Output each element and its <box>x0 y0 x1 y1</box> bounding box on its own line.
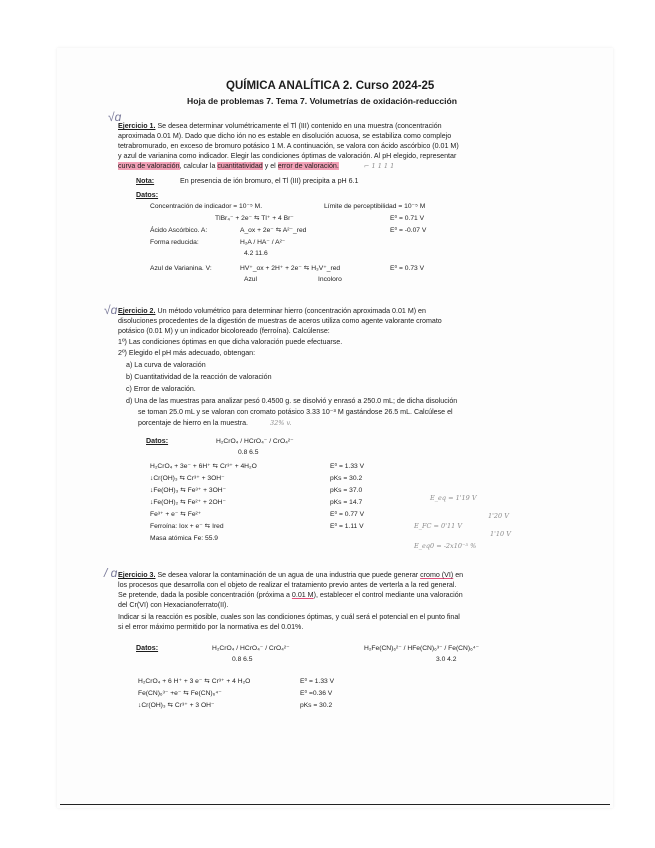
ex2-value-6: E⁰ = 1.11 V <box>330 523 364 530</box>
ex3-ferrocyanide-pka: 3.0 4.2 <box>436 656 457 663</box>
ex3-line4: del Cr(VI) con Hexacianoferrato(II). <box>118 601 229 609</box>
ex2-reaction-2: ↓Cr(OH)₃ ⇆ Cr³⁺ + 3OH⁻ <box>150 475 225 482</box>
ex1-indicator-reaction: HV⁺_ox + 2H⁺ + 2e⁻ ⇆ H₃V⁺_red <box>240 265 341 272</box>
ex2-value-1: E⁰ = 1.33 V <box>330 463 365 470</box>
handwritten-note: 1'20 V <box>488 512 509 520</box>
ex1-line5: curva de valoración, calcular la cuantitatividad y el error de valoración. <box>118 162 339 170</box>
ex3-line3: Se pretende, dada la posible concentración (próxima a 0.01 M), establecer el control mediante una valoración <box>118 591 463 599</box>
ex3-reaction-3: ↓Cr(OH)₃ ⇆ Cr³⁺ + 3 OH⁻ <box>138 702 215 709</box>
ex2-value-5: E⁰ = 0.77 V <box>330 511 365 518</box>
ex1-line2: aproximada 0.01 M). Dado que dicho ión no es estable en disolución acuosa, se estabiliza como complejo <box>118 132 452 140</box>
document-subtitle: Hoja de problemas 7. Tema 7. Volumetrías de oxidación-reducción <box>187 96 457 106</box>
check-mark-icon: / ɑ <box>104 566 118 580</box>
ex1-reduced-form-label: Forma reducida: <box>150 239 199 246</box>
ex2-line2: disoluciones procedentes de la digestión de muestras de aceros utiliza como agente valorante cromato <box>118 317 442 325</box>
ex1-color-red: Incoloro <box>318 276 342 283</box>
ex2-line1: Ejercicio 2. Un método volumétrico para determinar hierro (concentración aproximada 0.01 M) en <box>118 307 426 315</box>
ex2-datos-label: Datos: <box>146 437 169 445</box>
ex3-line5: Indicar si la reacción es posible, cuales son las condiciones óptimas, y cuál será el potencial en el punto final <box>118 613 460 621</box>
ex1-line1: Ejercicio 1. Se desea determinar volumétricamente el Tl (III) contenido en una muestra (concentración <box>118 122 442 130</box>
ex1-ascorbic-label: Ácido Ascórbico. A: <box>150 227 208 234</box>
ex1-datos-perceptibility: Límite de perceptibilidad = 10⁻⁵ M <box>324 203 426 210</box>
ex1-line4: y azul de varianina como indicador. Elegir las condiciones óptimas de valoración. Al pH elegido, representar <box>118 152 457 160</box>
ex2-pka-values: 0.8 6.5 <box>238 449 259 456</box>
ex2-line3: potásico (0.01 M) y un indicador bicoloreado (ferroína). Calcúlense: <box>118 327 330 335</box>
ex3-value-3: pKs = 30.2 <box>300 702 333 709</box>
ex3-line1: Ejercicio 3. Se desea valorar la contaminación de un agua de una industria que puede generar cromo (VI) en <box>118 571 464 579</box>
ex1-e0-ascorbic: E⁰ = -0.07 V <box>390 227 427 234</box>
ex1-indicator-label: Azul de Varianina. V: <box>150 265 212 272</box>
ex3-ferrocyanide-species: H₂Fe(CN)₆²⁻ / HFe(CN)₆³⁻ / Fe(CN)₆⁴⁻ <box>364 645 480 652</box>
ex2-question1: 1º) Las condiciones óptimas en que dicha valoración puede efectuarse. <box>118 338 343 346</box>
ex1-nota-text: En presencia de ión bromuro, el Tl (III) precipita a pH 6.1 <box>180 177 359 185</box>
ex1-reaction-tl: TlBr₄⁻ + 2e⁻ ⇆ Tl⁺ + 4 Br⁻ <box>215 215 294 222</box>
ex1-nota-label: Nota: <box>136 177 155 185</box>
ex2-reaction-3: ↓Fe(OH)₃ ⇆ Fe³⁺ + 3OH⁻ <box>150 487 227 494</box>
handwritten-note: E_eq = 1'19 V <box>430 494 477 502</box>
handwritten-note: ⌐ 1 1 1 1 <box>364 162 395 170</box>
ex2-item-b: b) Cuantitatividad de la reacción de valoración <box>126 373 272 381</box>
ex2-item-d3: porcentaje de hierro en la muestra. <box>138 419 249 427</box>
handwritten-note: E_eq0 = -2x10⁻³ % <box>414 542 477 550</box>
ex2-item-d1: d) Una de las muestras para analizar pesó 0.4500 g. se disolvió y enrasó a 250.0 mL; de dicha disolución <box>126 397 458 405</box>
check-mark-icon: √ɑ <box>108 110 122 124</box>
ex3-value-1: E⁰ = 1.33 V <box>300 678 335 685</box>
ex2-reaction-1: H₂CrO₄ + 3e⁻ + 6H⁺ ⇆ Cr³⁺ + 4H₂O <box>150 463 257 470</box>
ex1-color-ox: Azul <box>244 276 258 283</box>
ex2-chromate-species: H₂CrO₄ / HCrO₄⁻ / CrO₄²⁻ <box>216 438 294 445</box>
ex3-chromate-pka: 0.8 6.5 <box>232 656 253 663</box>
ex1-datos-label: Datos: <box>136 191 159 199</box>
ex3-line2: los procesos que desarrolla con el objeto de realizar el tratamiento previo antes de verterla a la red general. <box>118 581 457 589</box>
ex3-datos-label: Datos: <box>136 644 159 652</box>
ex1-reduced-form-species: H₂A / HA⁻ / A²⁻ <box>240 239 286 246</box>
ex1-line3: tetrabromurado, en exceso de bromuro potásico 1 M. A continuación, se valora con ácido ascórbico (0.01 M) <box>118 142 459 150</box>
page-bottom-rule <box>60 804 610 805</box>
ex3-line6: si el error máximo permitido por la normativa es del 0.01%. <box>118 623 304 631</box>
ex2-value-3: pKs = 37.0 <box>330 487 363 494</box>
ex1-datos-indicator: Concentración de indicador = 10⁻⁵ M. <box>150 203 263 210</box>
ex2-item-a: a) La curva de valoración <box>126 361 206 369</box>
ex1-e0-indicator: E⁰ = 0.73 V <box>390 265 425 272</box>
ex1-pka-values: 4.2 11.6 <box>244 250 268 257</box>
ex3-value-2: E⁰ =0.36 V <box>300 690 333 697</box>
ex3-chromate-species: H₂CrO₄ / HCrO₄⁻ / CrO₄²⁻ <box>212 645 290 652</box>
ex2-atomic-mass: Masa atómica Fe: 55.9 <box>150 535 219 542</box>
ex3-reaction-1: H₂CrO₄ + 6 H⁺ + 3 e⁻ ⇆ Cr³⁺ + 4 H₂O <box>138 678 251 685</box>
ex1-e0-tl: E⁰ = 0.71 V <box>390 215 425 222</box>
handwritten-note: E_FC = 0'11 V <box>414 522 463 530</box>
ex2-reaction-5: Fe³⁺ + e⁻ ⇆ Fe²⁺ <box>150 511 202 518</box>
check-mark-icon: √ɑ <box>104 303 118 317</box>
ex2-value-4: pKs = 14.7 <box>330 499 363 506</box>
handwritten-note: 1'10 V <box>490 530 511 538</box>
ex1-ascorbic-reaction: A_ox + 2e⁻ ⇆ A²⁻_red <box>240 227 307 234</box>
ex2-value-2: pKs = 30.2 <box>330 475 363 482</box>
document-title: QUÍMICA ANALÍTICA 2. Curso 2024-25 <box>226 80 435 92</box>
ex2-reaction-6: Ferroína: Iox + e⁻ ⇆ Ired <box>150 523 224 530</box>
ex2-reaction-4: ↓Fe(OH)₂ ⇆ Fe²⁺ + 2OH⁻ <box>150 499 227 506</box>
ex3-reaction-2: Fe(CN)₆³⁻ +e⁻ ⇆ Fe(CN)₆⁴⁻ <box>138 690 222 697</box>
ex2-item-d2: se toman 25.0 mL y se valoran con cromato potásico 3.33 10⁻³ M gastándose 26.5 mL. Calcúlese el <box>138 408 453 416</box>
ex2-item-c: c) Error de valoración. <box>126 385 196 393</box>
handwritten-note: 32% v. <box>270 419 292 427</box>
ex2-question2: 2º) Elegido el pH más adecuado, obtengan: <box>118 349 256 357</box>
